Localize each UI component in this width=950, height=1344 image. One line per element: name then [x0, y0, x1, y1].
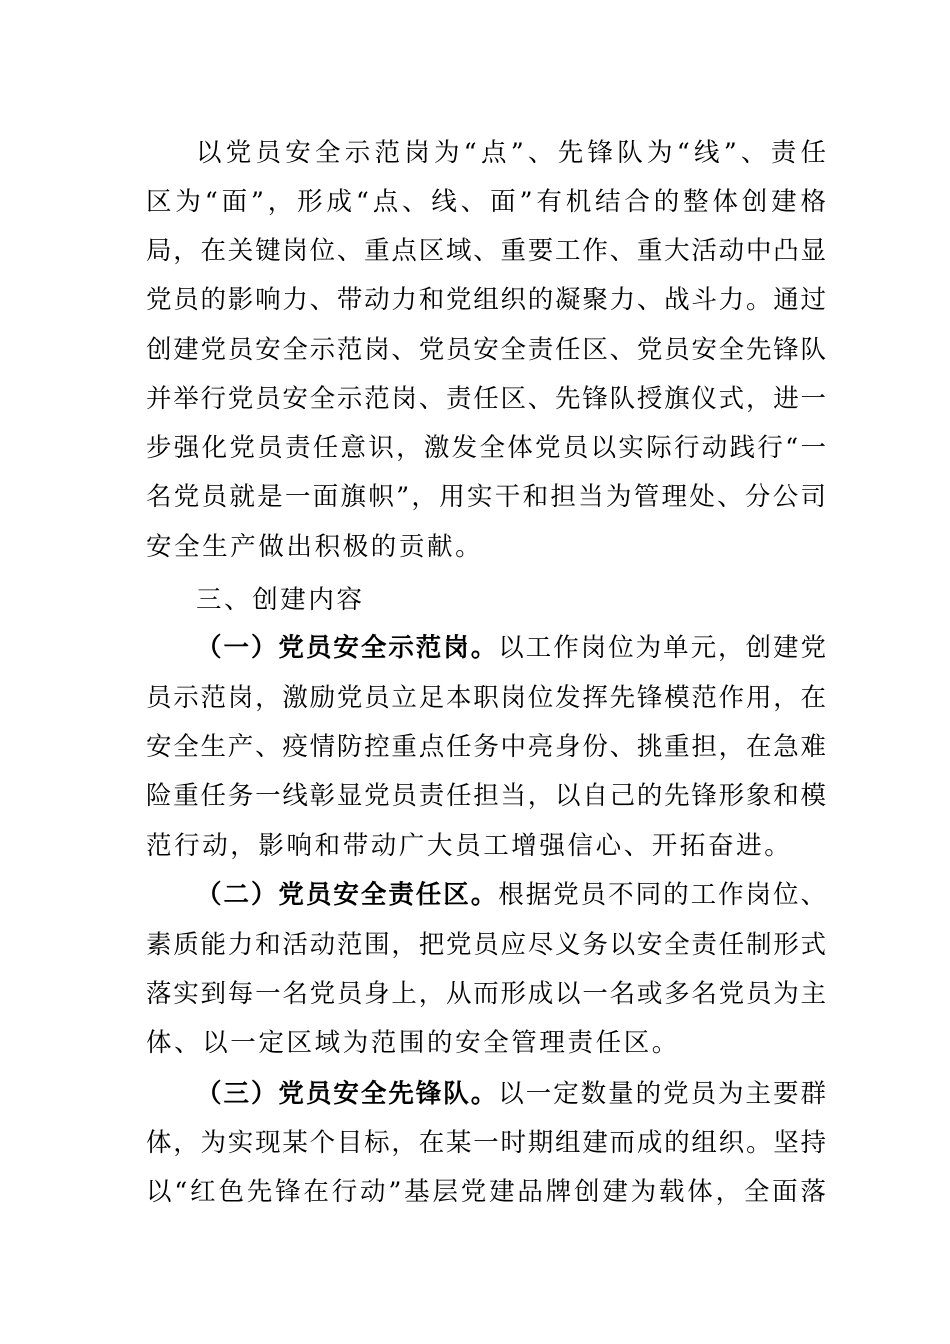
paragraph1-line-6: 并举行党员安全示范岗、责任区、先锋队授旗仪式，进一	[146, 384, 826, 414]
item1-first-line	[196, 628, 826, 668]
item2-line-3: 落实到每一名党员身上，从而形成以一名或多名党员为主	[146, 979, 826, 1009]
item3-line-3: 以“红色先锋在行动”基层党建品牌创建为载体，全面落	[146, 1177, 826, 1207]
paragraph1-line-4: 党员的影响力、带动力和党组织的凝聚力、战斗力。通过	[146, 285, 826, 315]
item1-line-4: 险重任务一线彰显党员责任担当，以自己的先锋形象和模	[146, 781, 826, 811]
item1-line-2: 员示范岗，激励党员立足本职岗位发挥先锋模范作用，在	[146, 683, 826, 713]
paragraph1-line-2: 区为“面”，形成“点、线、面”有机结合的整体创建格	[146, 187, 826, 217]
item1-first-line-rest: 以工作岗位为单元，创建党	[498, 633, 826, 663]
item1-line-3: 安全生产、疫情防控重点任务中亮身份、挑重担，在急难	[146, 732, 826, 762]
item2-first-line-rest: 根据党员不同的工作岗位、	[498, 880, 826, 910]
paragraph1-line-8: 名党员就是一面旗帜”，用实干和担当为管理处、分公司	[146, 482, 826, 512]
item2-title: （二）党员安全责任区。	[196, 880, 499, 910]
item1-line-5: 范行动，影响和带动广大员工增强信心、开拓奋进。	[146, 831, 793, 861]
paragraph1-line-9: 安全生产做出积极的贡献。	[146, 532, 484, 562]
paragraph1-line-1: 以党员安全示范岗为“点”、先锋队为“线”、责任	[196, 138, 826, 168]
paragraph1-line-7: 步强化党员责任意识，激发全体党员以实际行动践行“一	[146, 433, 826, 463]
paragraph1-line-5: 创建党员安全示范岗、党员安全责任区、党员安全先锋队	[146, 335, 826, 365]
item2-line-2: 素质能力和活动范围，把党员应尽义务以安全责任制形式	[146, 930, 826, 960]
paragraph1-line-3: 局，在关键岗位、重点区域、重要工作、重大活动中凸显	[146, 236, 826, 266]
item1-title: （一）党员安全示范岗。	[196, 633, 499, 663]
section-heading: 三、创建内容	[196, 585, 365, 615]
item3-first-line	[196, 1074, 826, 1114]
item3-title: （三）党员安全先锋队。	[196, 1079, 499, 1109]
item2-line-4: 体、以一定区域为范围的安全管理责任区。	[146, 1028, 680, 1058]
item2-first-line	[196, 875, 826, 915]
item3-first-line-rest: 以一定数量的党员为主要群	[498, 1079, 826, 1109]
item3-line-2: 体，为实现某个目标，在某一时期组建而成的组织。坚持	[146, 1128, 826, 1158]
